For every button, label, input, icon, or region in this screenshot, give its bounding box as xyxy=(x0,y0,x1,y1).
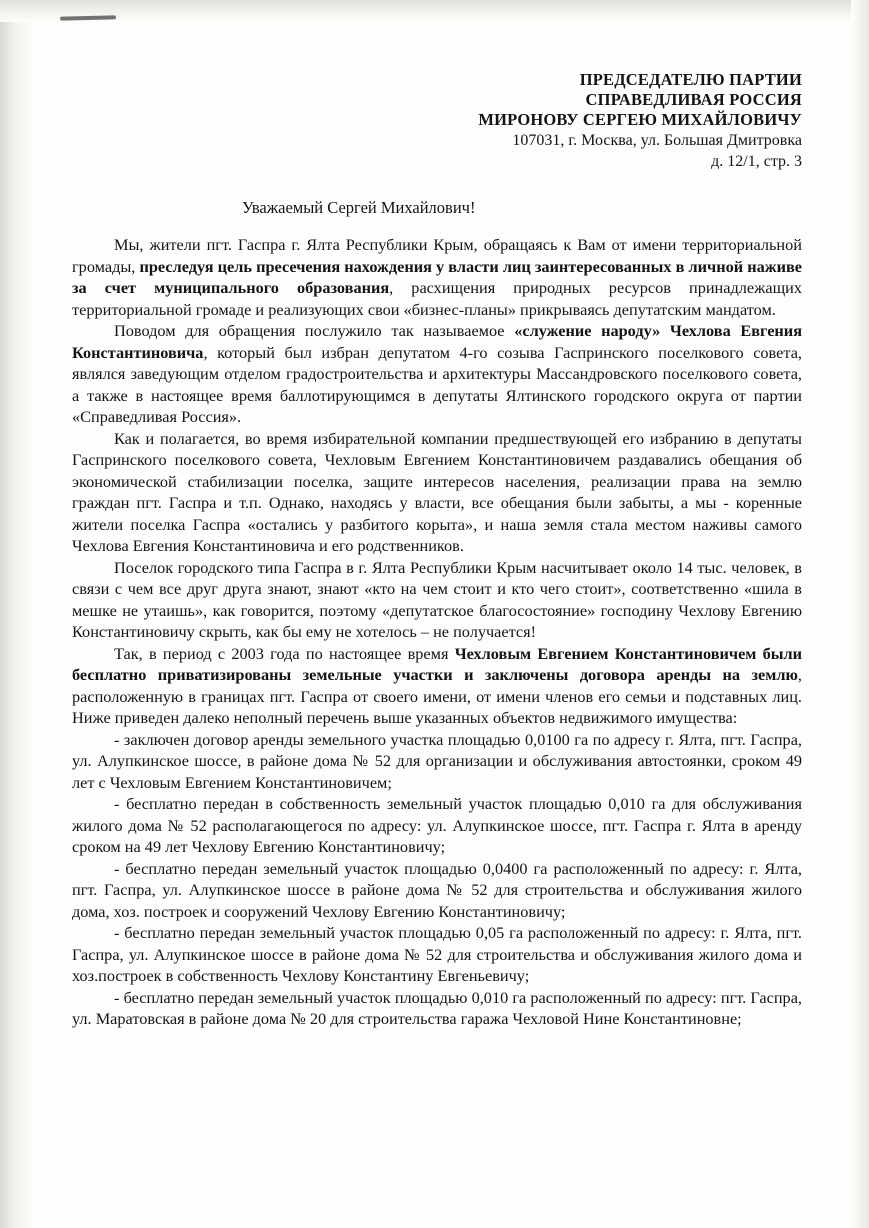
paragraph-p1 xyxy=(72,234,802,320)
paragraph-p3-run-0: Как и полагается, во время избирательной компании предшествующей его избранию в депутаты Гаспринского поселкового совета, Чехловым Евгением Константиновичем раздавались обещания об экономической стабилизации поселка, защите интересов населения, реализации права на землю граждан пгт. Гаспра и т.п. Однако, находясь у власти, все обещания были забыты, а мы - коренные жители поселка Гаспра «остались у разбитого корыта», и наша земля стала местом наживы самого Чехлова Евгения Константиновича и его родственников. xyxy=(72,428,802,555)
paragraph-p4-run-0: Поселок городского типа Гаспра в г. Ялта Республики Крым насчитывает около 14 тыс. человек, в связи с чем все друг друга знают, знают «кто на чем стоит и кто чего стоит», соответственно «шила в мешке не утаишь», как говорится, поэтому «депутатское благосостояние» господину Чехлову Евгению Константиновичу скрыть, как бы ему не хотелось – не получается! xyxy=(72,557,802,641)
paragraph-p9-run-0: - бесплатно передан земельный участок площадью 0,05 га расположенный по адресу: г. Ялта, пгт. Гаспра, ул. Алупкинское шоссе в районе дома № 52 для строительства и обслуживания жилого дома и хоз.построек в собственность Чехлову Константину Евгеньевичу; xyxy=(72,923,802,985)
addressee-address-line-2: д. 12/1, стр. 3 xyxy=(711,153,802,170)
addressee-line-3: МИРОНОВУ СЕРГЕЮ МИХАЙЛОВИЧУ xyxy=(478,110,802,129)
scan-edge-shadow-left xyxy=(0,0,34,1228)
paragraph-p2 xyxy=(72,320,802,428)
addressee-address-line-1: 107031, г. Москва, ул. Большая Дмитровка xyxy=(512,132,802,149)
paragraph-p9 xyxy=(72,922,802,987)
paragraph-p2-run-1: «служение народу» Чехлова Евгения Константиновича xyxy=(72,321,802,362)
paragraph-p6 xyxy=(72,729,802,794)
paragraph-p1-run-1: преследуя цель пресечения нахождения у власти лиц заинтересованных в личной наживе за счет муниципального образования xyxy=(72,256,802,297)
paragraph-p1-run-0: Мы, жители пгт. Гаспра г. Ялта Республики Крым, обращаясь к Вам от имени территориальной громады, xyxy=(72,235,802,276)
paragraph-p10-run-0: - бесплатно передан земельный участок площадью 0,010 га расположенный по адресу: пгт. Гаспра, ул. Маратовская в районе дома № 20 для строительства гаража Чехловой Нине Константиновне; xyxy=(72,987,802,1028)
addressee-line-1: ПРЕДСЕДАТЕЛЮ ПАРТИИ xyxy=(579,70,802,89)
document-body xyxy=(72,234,802,1030)
paragraph-p7-run-0: - бесплатно передан в собственность земельный участок площадью 0,010 га для обслуживания жилого дома № 52 располагающегося по адресу: ул. Алупкинское шоссе, пгт. Гаспра г. Ялта в аренду сроком на 49 лет Чехлову Евгению Константиновичу; xyxy=(72,794,802,856)
scan-edge-shadow-right xyxy=(851,0,869,1228)
paragraph-p1-run-2: , расхищения природных ресурсов принадлежащих территориальной громаде и реализующих свои «бизнес-планы» прикрываясь депутатским мандатом. xyxy=(72,278,802,319)
paragraph-p5-run-2: , расположенную в границах пгт. Гаспра от своего имени, от имени членов его семьи и подставных лиц. Ниже приведен далеко неполный перечень выше указанных объектов недвижимого имущества: xyxy=(72,665,802,727)
document-content xyxy=(72,70,802,1030)
paragraph-p4 xyxy=(72,557,802,643)
salutation: Уважаемый Сергей Михайлович! xyxy=(242,198,476,217)
paragraph-p5 xyxy=(72,643,802,729)
paragraph-p6-run-0: - заключен договор аренды земельного участка площадью 0,0100 га по адресу г. Ялта, пгт. Гаспра, ул. Алупкинское шоссе, в районе дома № 52 для организации и обслуживания автостоянки, сроком 49 лет с Чехловым Евгением Константиновичем; xyxy=(72,729,802,792)
scan-edge-shadow-top xyxy=(0,0,869,22)
addressee-block xyxy=(72,70,802,172)
paragraph-p8-run-0: - бесплатно передан земельный участок площадью 0,0400 га расположенный по адресу: г. Ялта, пгт. Гаспра, ул. Алупкинское шоссе в районе дома № 52 для строительства и обслуживания жилого дома, хоз. построек и сооружений Чехлову Евгению Константиновичу; xyxy=(72,858,802,921)
addressee-line-2: СПРАВЕДЛИВАЯ РОССИЯ xyxy=(585,90,802,109)
paragraph-p8 xyxy=(72,858,802,923)
scan-artifact-mark xyxy=(60,15,116,20)
paragraph-p3 xyxy=(72,428,802,557)
paragraph-p10 xyxy=(72,987,802,1030)
paragraph-p7 xyxy=(72,793,802,858)
paragraph-p5-run-1: Чехловым Евгением Константиновичем были бесплатно приватизированы земельные участки и заключены договора аренды на землю xyxy=(72,643,802,684)
paragraph-p2-run-0: Поводом для обращения послужило так называемое xyxy=(114,321,515,340)
paragraph-p5-run-0: Так, в период с 2003 года по настоящее время xyxy=(114,643,455,663)
paragraph-p2-run-2: , который был избран депутатом 4-го созыва Гаспринского поселкового совета, являлся заведующим отделом градостроительства и архитектуры Массандровского поселкового совета, а также в настоящее время баллотирующимся в депутаты Ялтинского городского округа от партии «Справедливая Россия». xyxy=(72,342,802,426)
